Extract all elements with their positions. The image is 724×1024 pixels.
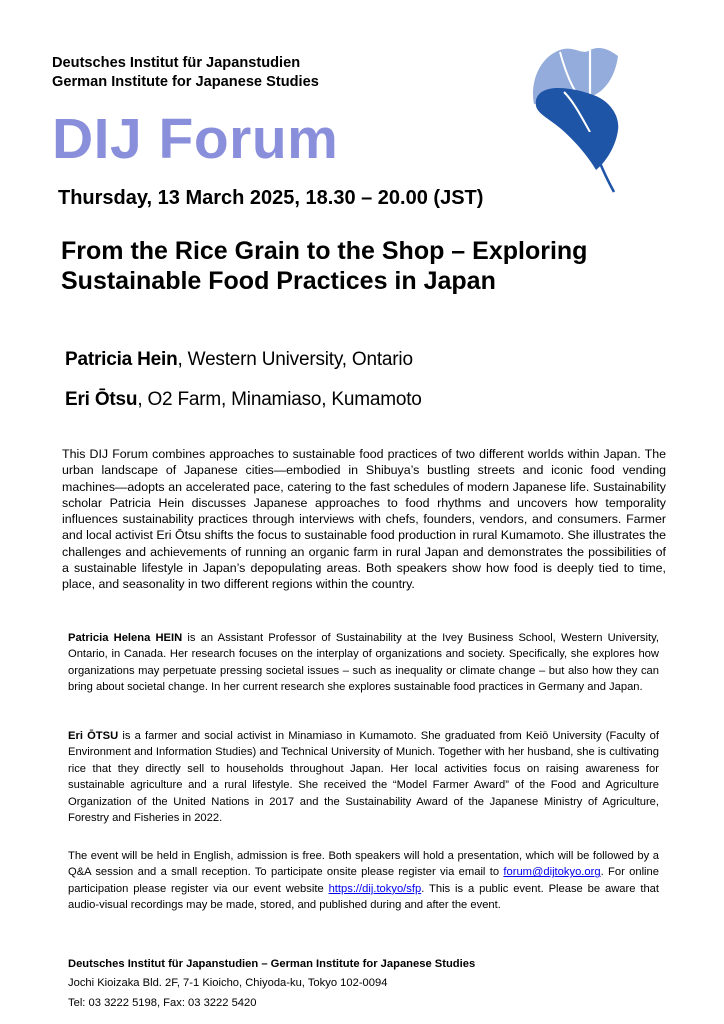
speaker-line — [65, 388, 422, 412]
notice-text: . This is a public event. Please be aware that audio-visual recordings may be made, stored, and published during and after the event. — [68, 882, 660, 912]
footer-institute-name: Deutsches Institut für Japanstudien – German Institute for Japanese Studies — [68, 958, 476, 970]
speaker-bio — [68, 728, 659, 826]
ginkgo-leaf-logo-icon — [530, 46, 622, 201]
registration-notice — [68, 848, 659, 914]
email-link[interactable]: forum@dijtokyo.org — [503, 866, 601, 879]
institute-name-de: Deutsches Institut für Japanstudien — [52, 55, 301, 71]
bio-text: is a farmer and social activist in Minamiaso in Kumamoto. She graduated from Keiō University (Faculty of Environment and Information Studies) and Technical University of Munich. Together with her husband, she is cultivating rice that they directly sell to households throughout Japan. Her local activities focus on raising awareness for sustainable agriculture and a rural lifestyle. She received the “Model Farmer Award” of the Food and Agriculture Organization of the United Nations in 2017 and the Sustainability Award of the Japanese Ministry of Agriculture, Forestry and Fisheries in 2022. — [68, 730, 660, 825]
event-title: From the Rice Grain to the Shop – Exploring Sustainable Food Practices in Japan — [61, 237, 588, 295]
institute-name — [52, 54, 319, 92]
bio-name: Eri ŌTSU — [68, 730, 119, 742]
footer-contact: Tel: 03 3222 5198, Fax: 03 3222 5420 — [68, 996, 257, 1009]
footer-address: Jochi Kioizaka Bld. 2F, 7-1 Kioicho, Chiyoda-ku, Tokyo 102-0094 — [68, 977, 388, 990]
speaker-line — [65, 348, 413, 372]
forum-title: DIJ Forum — [52, 107, 339, 171]
footer — [68, 955, 475, 1013]
bio-name: Patricia Helena HEIN — [68, 632, 183, 644]
speaker-affiliation: , Western University, Ontario — [177, 349, 413, 370]
event-datetime: Thursday, 13 March 2025, 18.30 – 20.00 (JST) — [58, 187, 484, 209]
bio-text: is an Assistant Professor of Sustainability at the Ivey Business School, Western University, Ontario, in Canada. Her research focuses on the interplay of organizations and society. Specifically, she explores how organizations may perpetuate pressing societal issues – such as inequality or climate change – but also how they can bring about societal change. In her current research she explores sustainable food practices in Germany and Japan. — [68, 632, 659, 694]
notice-text: . For online participation please register via our event website — [68, 866, 659, 895]
website-link[interactable]: https://dij.tokyo/sfp — [328, 882, 422, 895]
ginkgo-leaf-dark-icon — [536, 88, 619, 170]
institute-name-en: German Institute for Japanese Studies — [52, 74, 319, 90]
speaker-bio — [68, 630, 659, 696]
notice-text: The event will be held in English, admission is free. Both speakers will hold a presentation, which will be followed by a Q&A session and a small reception. To participate onsite please register via email to — [68, 850, 659, 879]
speaker-name: Eri Ōtsu — [65, 389, 138, 410]
speaker-name: Patricia Hein — [65, 349, 178, 370]
event-description: This DIJ Forum combines approaches to sustainable food practices of two different worlds within Japan. The urban landscape of Japanese cities—embodied in Shibuya’s bustling streets and iconic food vending machines—adopts an accelerated pace, catering to the fast schedules of modern Japanese life. Sustainability scholar Patricia Hein discusses Japanese approaches to food rhythms and uncovers how temporality influences sustainability practices through interviews with chefs, founders, vendors, and consumers. Farmer and local activist Eri Ōtsu shifts the focus to sustainable food production in rural Kumamoto. She illustrates the challenges and achievements of running an organic farm in rural Japan and demonstrates the possibilities of a sustainable lifestyle in Japan’s depopulating areas. Both speakers show how food is deeply tied to time, place, and seasonality in two different regions within the country. — [62, 447, 667, 592]
speaker-affiliation: , O2 Farm, Minamiaso, Kumamoto — [137, 389, 422, 410]
